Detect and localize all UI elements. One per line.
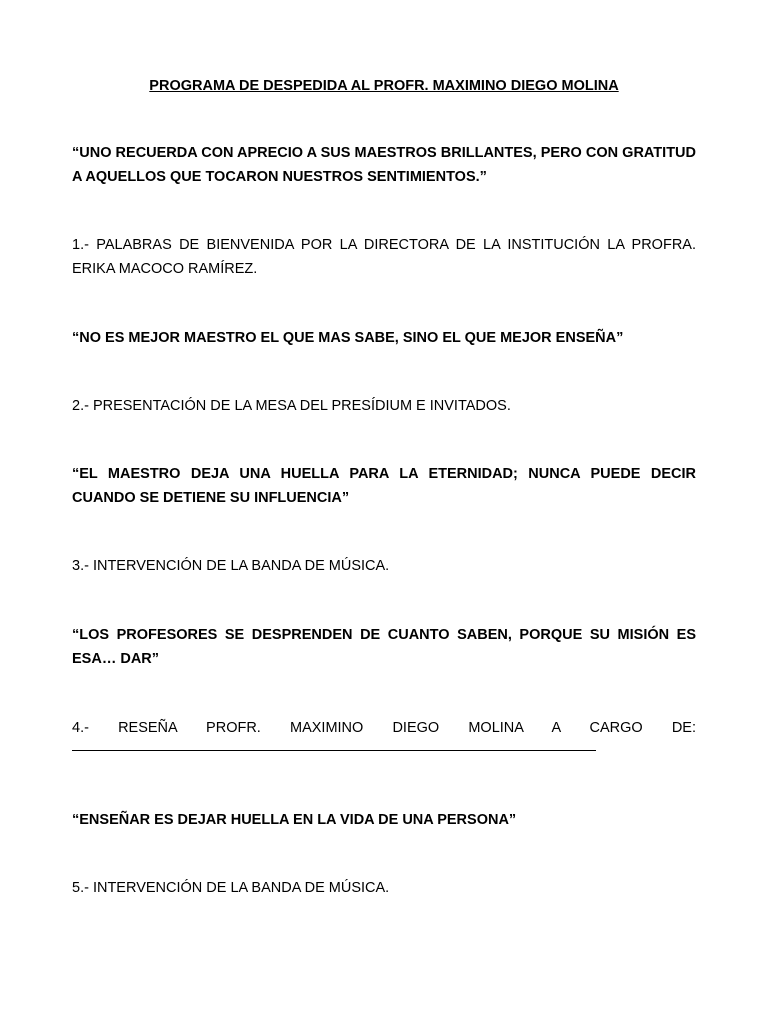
quote-4: “LOS PROFESORES SE DESPRENDEN DE CUANTO SABEN, PORQUE SU MISIÓN ES ESA… DAR” bbox=[72, 627, 696, 667]
program-item-4-container bbox=[72, 716, 696, 751]
document-page bbox=[72, 0, 696, 1024]
document-title: PROGRAMA DE DESPEDIDA AL PROFR. MAXIMINO DIEGO MOLINA bbox=[149, 78, 619, 94]
fill-in-blank-line bbox=[72, 740, 596, 751]
program-item-1: 1.- PALABRAS DE BIENVENIDA POR LA DIRECTORA DE LA INSTITUCIÓN LA PROFRA. ERIKA MACOCO RAMÍREZ. bbox=[72, 237, 696, 277]
program-item-3: 3.- INTERVENCIÓN DE LA BANDA DE MÚSICA. bbox=[72, 558, 390, 574]
quote-5: “ENSEÑAR ES DEJAR HUELLA EN LA VIDA DE UNA PERSONA” bbox=[72, 812, 517, 828]
quote-1: “UNO RECUERDA CON APRECIO A SUS MAESTROS BRILLANTES, PERO CON GRATITUD A AQUELLOS QUE TOCARON NUESTROS SENTIMIENTOS.” bbox=[72, 145, 696, 185]
program-item-5: 5.- INTERVENCIÓN DE LA BANDA DE MÚSICA. bbox=[72, 880, 390, 896]
program-item-2: 2.- PRESENTACIÓN DE LA MESA DEL PRESÍDIUM E INVITADOS. bbox=[72, 398, 511, 414]
quote-2: “NO ES MEJOR MAESTRO EL QUE MAS SABE, SINO EL QUE MEJOR ENSEÑA” bbox=[72, 330, 624, 346]
quote-3: “EL MAESTRO DEJA UNA HUELLA PARA LA ETERNIDAD; NUNCA PUEDE DECIR CUANDO SE DETIENE SU INFLUENCIA” bbox=[72, 466, 696, 506]
program-item-4: 4.- RESEÑA PROFR. MAXIMINO DIEGO MOLINA A CARGO DE: bbox=[72, 720, 696, 736]
